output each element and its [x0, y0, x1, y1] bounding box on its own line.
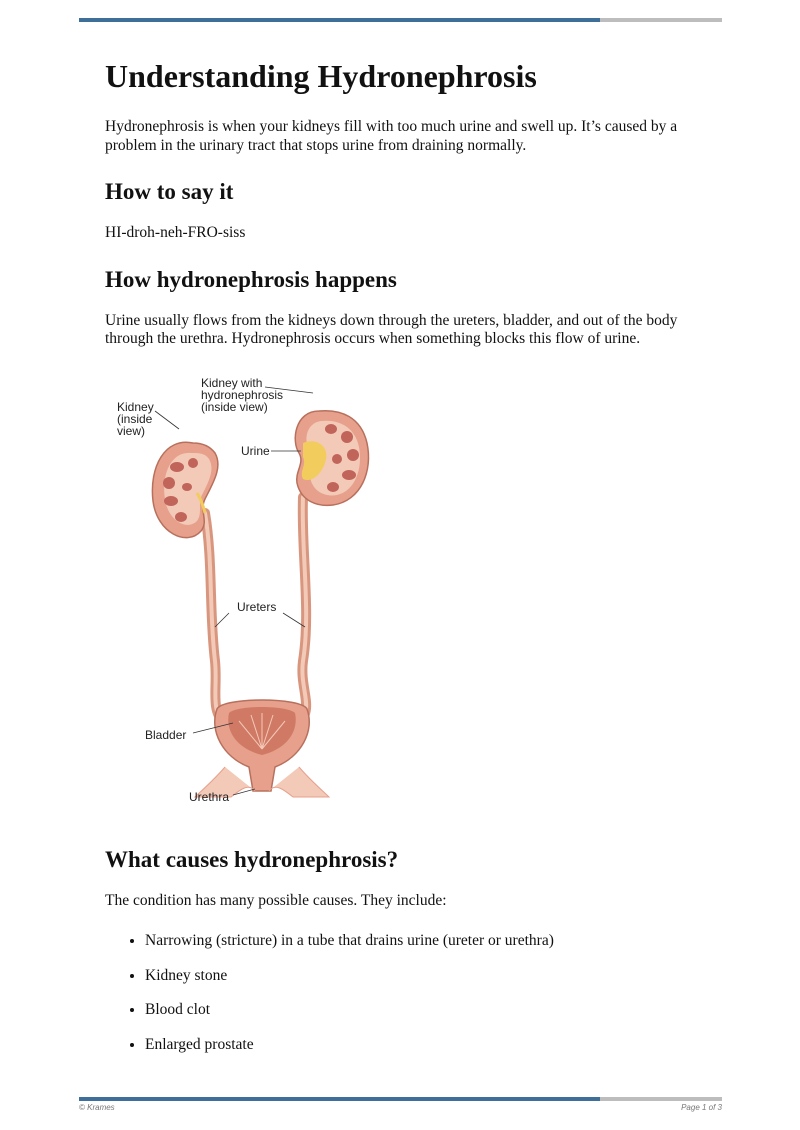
label-kidney-2: (inside [117, 411, 153, 426]
section-heading-happens: How hydronephrosis happens [105, 266, 397, 292]
bladder-organ [195, 700, 329, 797]
label-kidney-3: view) [117, 423, 146, 438]
happens-paragraph: Urine usually flows from the kidneys down through the ureters, bladder, and out of the body through the urethra. Hydronephrosis occurs when something blocks this flow of urine. [105, 311, 678, 347]
label-urethra: Urethra [189, 789, 230, 804]
label-kidney-1: Kidney [117, 399, 154, 414]
list-item: • Enlarged prostate [145, 1036, 705, 1055]
list-item: • Kidney stone [145, 967, 705, 986]
hydronephrosis-kidney [295, 410, 368, 505]
label-bladder: Bladder [145, 727, 187, 742]
label-urine: Urine [241, 443, 270, 458]
section-heading-causes: What causes hydronephrosis? [105, 846, 399, 872]
document-body [105, 56, 705, 1070]
header-rule-accent [79, 18, 600, 22]
causes-paragraph: The condition has many possible causes. They include: [105, 891, 447, 909]
ureters-leader-left [215, 613, 229, 627]
label-hydro-2: hydronephrosis [201, 387, 284, 402]
header-rule [79, 18, 722, 22]
copyright-text: © Krames [79, 1103, 115, 1112]
footer-rule-accent [79, 1097, 600, 1101]
kidney-leader-line [155, 411, 179, 429]
footer-rule [79, 1097, 722, 1101]
section-heading-say: How to say it [105, 179, 234, 204]
label-ureters: Ureters [237, 599, 277, 614]
list-item: • Narrowing (stricture) in a tube that drains urine (ureter or urethra) [145, 932, 705, 951]
page-number: Page 1 of 3 [681, 1103, 722, 1112]
urinary-tract-illustration [105, 371, 395, 821]
page-title: Understanding Hydronephrosis [105, 58, 537, 94]
label-hydro-1: Kidney with [201, 375, 263, 390]
causes-list [105, 932, 705, 1054]
label-hydro-3: (inside view) [201, 399, 268, 414]
pronunciation-text: HI-droh-neh-FRO-siss [105, 224, 246, 241]
intro-paragraph: Hydronephrosis is when your kidneys fill with too much urine and swell up. It’s caused by a problem in the urinary tract that stops urine from draining normally. [105, 118, 678, 154]
urinary-tract-svg [105, 371, 395, 821]
list-item: • Blood clot [145, 1001, 705, 1020]
